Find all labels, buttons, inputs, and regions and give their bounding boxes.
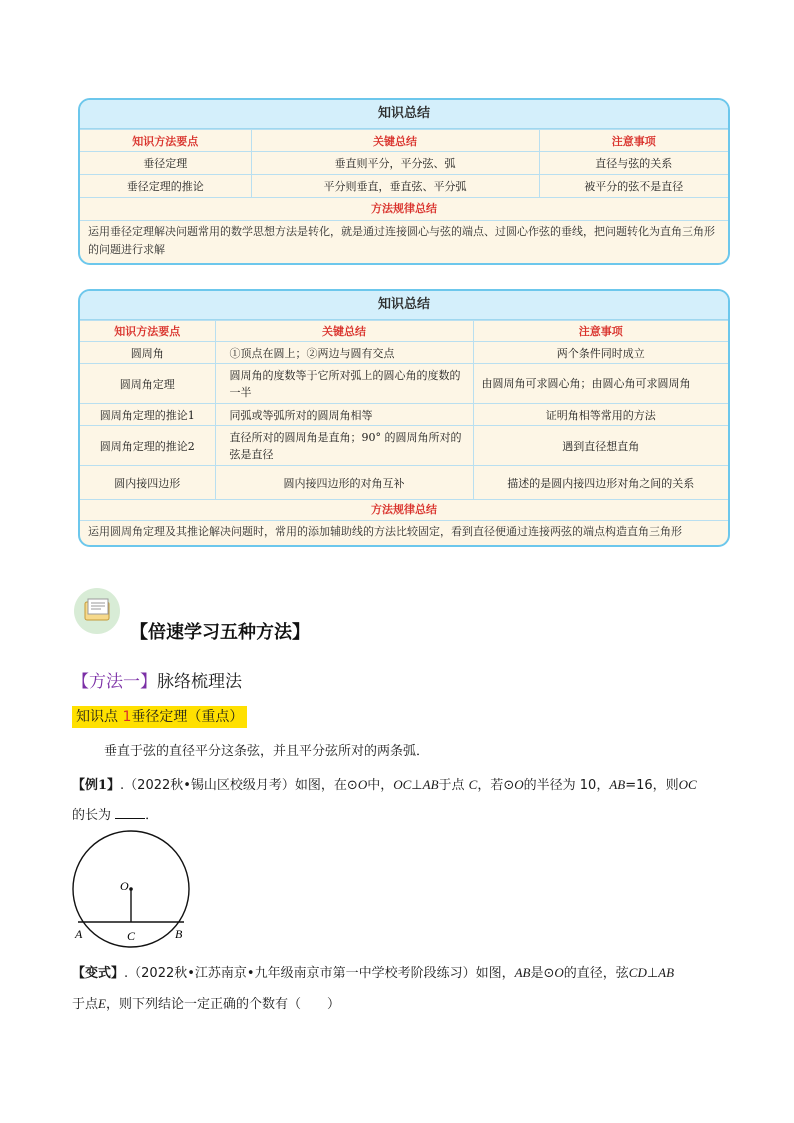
cell: ①顶点在圆上；②两边与圆有交点	[215, 342, 473, 364]
col-header: 知识方法要点	[80, 130, 251, 152]
table-row	[80, 364, 728, 404]
label-a: A	[75, 927, 83, 941]
card-title: 知识总结	[80, 291, 728, 320]
col-header: 知识方法要点	[80, 321, 215, 342]
table-row	[80, 466, 728, 500]
var-cd: CD	[628, 965, 647, 980]
col-header: 关键总结	[251, 130, 539, 152]
var-ab: AB	[422, 777, 439, 792]
notes-icon	[74, 588, 120, 634]
table-row	[80, 404, 728, 426]
variant-question	[72, 958, 732, 1020]
answer-blank[interactable]	[115, 806, 145, 819]
knowledge-point-heading	[72, 706, 247, 728]
cell: 圆内接四边形的对角互补	[215, 466, 473, 500]
method-heading	[72, 667, 242, 692]
knowledge-summary-card-1	[78, 98, 730, 265]
method-summary-body: 运用垂径定理解决问题常用的数学思想方法是转化，就是通过连接圆心与弦的端点、过圆心作弦的垂线，把问题转化为直角三角形的问题进行求解	[88, 225, 715, 256]
col-header: 关键总结	[215, 321, 473, 342]
variant-label: 【变式】	[72, 966, 125, 981]
cell: 圆周角的度数等于它所对弧上的圆心角的度数的一半	[215, 364, 473, 404]
col-header: 注意事项	[473, 321, 728, 342]
var-ab: AB	[609, 777, 626, 792]
method-summary-title: 方法规律总结	[80, 500, 728, 521]
label-b: B	[175, 927, 183, 941]
cell: 圆周角定理	[80, 364, 215, 404]
table-row	[80, 152, 728, 175]
cell: 平分则垂直，垂直弦、平分弧	[251, 175, 539, 198]
var-o: O	[357, 777, 368, 792]
perp-symbol: ⊥	[646, 966, 659, 981]
cell: 圆周角定理的推论2	[80, 426, 215, 466]
kp-prefix: 知识点	[76, 709, 123, 725]
var-ab: AB	[514, 965, 531, 980]
var-oc: OC	[393, 777, 412, 792]
example-source: .（2022秋•锡山区校级月考）如图，在⊙	[120, 778, 358, 793]
text: ．	[145, 808, 159, 823]
cell: 被平分的弦不是直径	[539, 175, 728, 198]
cell: 圆周角	[80, 342, 215, 364]
var-o: O	[514, 777, 524, 792]
summary-table	[80, 129, 728, 198]
cell: 垂直则平分，平分弦、弧	[251, 152, 539, 175]
theorem-text: 垂直于弦的直径平分这条弦，并且平分弦所对的两条弧．	[104, 744, 430, 759]
label-o: O	[120, 879, 129, 893]
variant-source: .（2022秋•江苏南京•九年级南京市第一中学校考阶段练习）如图，	[124, 966, 515, 981]
table-row	[80, 175, 728, 198]
text: 于点	[438, 778, 465, 793]
cell: 两个条件同时成立	[473, 342, 728, 364]
card-title: 知识总结	[80, 100, 728, 129]
cell: 圆内接四边形	[80, 466, 215, 500]
example-question	[72, 770, 732, 831]
cell: 垂径定理	[80, 152, 251, 175]
method-summary-title: 方法规律总结	[80, 198, 728, 221]
method-bracket-close: 】	[140, 672, 157, 692]
cell: 遇到直径想直角	[473, 426, 728, 466]
method-summary-body: 运用圆周角定理及其推论解决问题时，常用的添加辅助线的方法比较固定，看到直径便通过连接两弦的端点构造直角三角形	[88, 525, 682, 538]
method-name: 方法一	[89, 672, 140, 692]
cell: 直径与弦的关系	[539, 152, 728, 175]
kp-number: 1	[122, 709, 132, 725]
method-title: 脉络梳理法	[157, 672, 242, 692]
kp-title: 垂径定理（重点）	[131, 709, 244, 725]
text: 中，	[367, 778, 394, 793]
var-e: E	[98, 996, 106, 1011]
perp-symbol: ⊥	[411, 778, 423, 793]
var-c: C	[468, 777, 478, 792]
col-header: 注意事项	[539, 130, 728, 152]
text: 的直径，弦	[563, 966, 629, 981]
cell: 直径所对的圆周角是直角；90° 的圆周角所对的弦是直径	[215, 426, 473, 466]
circle-figure	[66, 828, 196, 948]
var-o: O	[554, 965, 564, 980]
cell: 由圆周角可求圆心角；由圆心角可求圆周角	[473, 364, 728, 404]
center-point	[129, 887, 133, 891]
cell: 描述的是圆内接四边形对角之间的关系	[473, 466, 728, 500]
cell: 圆周角定理的推论1	[80, 404, 215, 426]
table-row	[80, 426, 728, 466]
var-oc: OC	[678, 777, 697, 792]
text: 的半径为 10，	[523, 778, 610, 793]
text: 于点	[72, 997, 99, 1012]
knowledge-summary-card-2	[78, 289, 730, 547]
text: ，则下列结论一定正确的个数有（ ）	[105, 997, 340, 1012]
label-c: C	[127, 929, 136, 943]
cell: 垂径定理的推论	[80, 175, 251, 198]
text: 的长为	[72, 808, 112, 823]
method-bracket-open: 【	[72, 672, 89, 692]
summary-table	[80, 320, 728, 500]
text: 是⊙	[530, 966, 555, 981]
table-row	[80, 342, 728, 364]
example-label: 【例1】	[72, 778, 121, 793]
text: ，若⊙	[477, 778, 515, 793]
cell: 同弧或等弧所对的圆周角相等	[215, 404, 473, 426]
cell: 证明角相等常用的方法	[473, 404, 728, 426]
var-ab: AB	[658, 965, 675, 980]
text: =16，则	[625, 778, 679, 793]
section-title: 【倍速学习五种方法】	[130, 622, 310, 643]
